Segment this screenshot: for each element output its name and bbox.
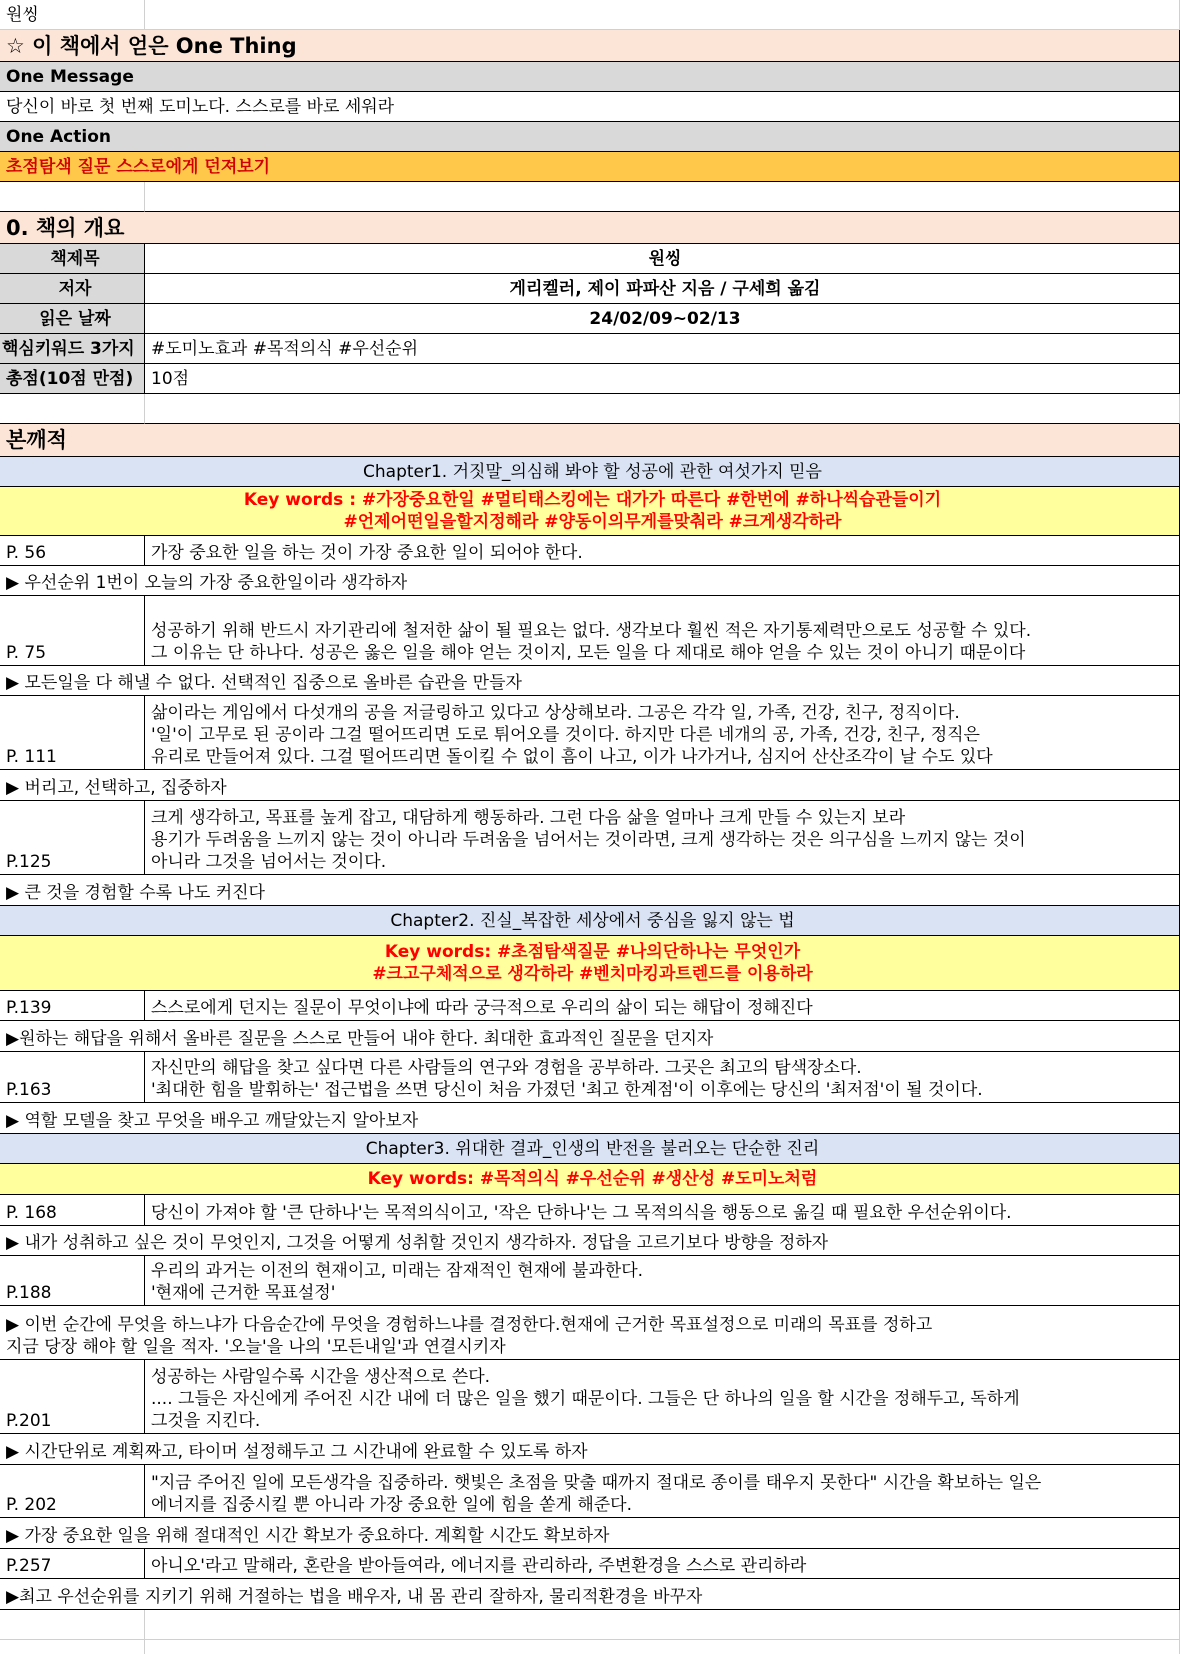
- quote-text[interactable]: 아니오'라고 말해라, 혼란을 받아들여라, 에너지를 관리하라, 주변환경을 스스로 관리하라: [145, 1549, 1180, 1579]
- quote-text[interactable]: 크게 생각하고, 목표를 높게 잡고, 대담하게 행동하라. 그런 다음 삶을 얼마나 크게 만들 수 있는지 보라 용기가 두려움을 느끼지 않는 것이 아니라 두려움을 넘어서는 것이라면, 크게 생각하는 것은 의구심을 느끼지 않는 것이 아니라 그것을 넘어서는 것이다.: [145, 801, 1180, 875]
- page-number[interactable]: P.139: [0, 991, 145, 1021]
- note-text[interactable]: ▶ 버리고, 선택하고, 집중하자: [0, 770, 1180, 801]
- overview-heading-row: [0, 212, 1180, 244]
- one-action-label[interactable]: One Action: [0, 122, 1180, 152]
- empty-row: [0, 1610, 1180, 1640]
- note-row: [0, 1021, 1180, 1052]
- overview-label[interactable]: 책제목: [0, 244, 145, 274]
- note-row: [0, 1226, 1180, 1256]
- overview-row-title: [0, 244, 1180, 274]
- note-row: [0, 666, 1180, 696]
- chapter-title[interactable]: Chapter2. 진실_복잡한 세상에서 중심을 잃지 않는 법: [0, 906, 1180, 936]
- one-action-label-row: [0, 122, 1180, 152]
- chapter-keywords[interactable]: Key words: #초점탐색질문 #나의단하나는 무엇인가 #크고구체적으로 생각하라 #벤치마킹과트렌드를 이용하라: [0, 936, 1180, 991]
- note-row: [0, 1518, 1180, 1549]
- quote-text[interactable]: 당신이 가져야 할 '큰 단하나'는 목적의식이고, '작은 단하나'는 그 목적의식을 행동으로 옮길 때 필요한 우선순위이다.: [145, 1195, 1180, 1226]
- overview-value[interactable]: #도미노효과 #목적의식 #우선순위: [145, 334, 1180, 364]
- page-number[interactable]: P.257: [0, 1549, 145, 1579]
- keywords-row: [0, 936, 1180, 991]
- page-number[interactable]: P. 111: [0, 696, 145, 770]
- empty-cell[interactable]: [0, 1640, 145, 1654]
- empty-cell[interactable]: [145, 1640, 1180, 1654]
- chapter-row: [0, 457, 1180, 487]
- note-text[interactable]: ▶ 모든일을 다 해낼 수 없다. 선택적인 집중으로 올바른 습관을 만들자: [0, 666, 1180, 696]
- quote-text[interactable]: 가장 중요한 일을 하는 것이 가장 중요한 일이 되어야 한다.: [145, 536, 1180, 566]
- quote-row: [0, 1052, 1180, 1103]
- note-text[interactable]: ▶ 가장 중요한 일을 위해 절대적인 시간 확보가 중요하다. 계획할 시간도 확보하자: [0, 1518, 1180, 1549]
- page-number[interactable]: P.163: [0, 1052, 145, 1103]
- quote-row: [0, 1195, 1180, 1226]
- chapter-title[interactable]: Chapter3. 위대한 결과_인생의 반전을 불러오는 단순한 진리: [0, 1134, 1180, 1164]
- quote-text[interactable]: 성공하기 위해 반드시 자기관리에 철저한 삶이 될 필요는 없다. 생각보다 훨씬 적은 자기통제력만으로도 성공할 수 있다. 그 이유는 단 하나다. 성공은 옳은 일을 해야 얻는 것이지, 모든 일을 다 제대로 해야 얻을 수 있는 것이 아니기 때문이다: [145, 596, 1180, 666]
- quote-row: [0, 801, 1180, 875]
- section-overview-heading[interactable]: 0. 책의 개요: [0, 212, 1180, 244]
- note-text[interactable]: ▶ 내가 성취하고 싶은 것이 무엇인지, 그것을 어떻게 성취할 것인지 생각하자. 정답을 고르기보다 방향을 정하자: [0, 1226, 1180, 1256]
- note-text[interactable]: ▶최고 우선순위를 지키기 위해 거절하는 법을 배우자, 내 몸 관리 잘하자, 물리적환경을 바꾸자: [0, 1579, 1180, 1610]
- note-row: [0, 1103, 1180, 1134]
- quote-row: [0, 596, 1180, 666]
- page-number[interactable]: P. 168: [0, 1195, 145, 1226]
- section-one-thing-heading[interactable]: ☆ 이 책에서 얻은 One Thing: [0, 30, 1180, 62]
- keywords-row: [0, 1164, 1180, 1195]
- quote-row: [0, 1256, 1180, 1306]
- one-message-label-row: [0, 62, 1180, 92]
- note-row: [0, 1306, 1180, 1360]
- empty-cell[interactable]: [145, 182, 1180, 212]
- page-number[interactable]: P. 202: [0, 1465, 145, 1518]
- empty-row: [0, 182, 1180, 212]
- one-message-row: [0, 92, 1180, 122]
- empty-cell[interactable]: [0, 394, 145, 424]
- chapter-keywords[interactable]: Key words: #목적의식 #우선순위 #생산성 #도미노처럼: [0, 1164, 1180, 1195]
- overview-row-author: [0, 274, 1180, 304]
- quote-row: [0, 1465, 1180, 1518]
- overview-label[interactable]: 저자: [0, 274, 145, 304]
- overview-value[interactable]: 원씽: [145, 244, 1180, 274]
- page-number[interactable]: P.201: [0, 1360, 145, 1434]
- note-row: [0, 875, 1180, 906]
- note-text[interactable]: ▶ 우선순위 1번이 오늘의 가장 중요한일이라 생각하자: [0, 566, 1180, 596]
- page-number[interactable]: P.125: [0, 801, 145, 875]
- quote-text[interactable]: 성공하는 사람일수록 시간을 생산적으로 쓴다. .... 그들은 자신에게 주어진 시간 내에 더 많은 일을 했기 때문이다. 그들은 단 하나의 일을 할 시간을 정해두고, 독하게 그것을 지킨다.: [145, 1360, 1180, 1434]
- quote-text[interactable]: 자신만의 해답을 찾고 싶다면 다른 사람들의 연구와 경험을 공부하라. 그곳은 최고의 탐색장소다. '최대한 힘을 발휘하는' 접근법을 쓰면 당신이 처음 가졌던 '최고 한계점'이 이후에는 당신의 '최저점'이 될 것이다.: [145, 1052, 1180, 1103]
- note-row: [0, 566, 1180, 596]
- empty-cell[interactable]: [145, 1610, 1180, 1640]
- one-action-text[interactable]: 초점탐색 질문 스스로에게 던져보기: [0, 152, 1180, 182]
- overview-row-score: [0, 364, 1180, 394]
- overview-label[interactable]: 읽은 날짜: [0, 304, 145, 334]
- quote-text[interactable]: 삶이라는 게임에서 다섯개의 공을 저글링하고 있다고 상상해보라. 그공은 각각 일, 가족, 건강, 친구, 정직이다. '일'이 고무로 된 공이라 그걸 떨어뜨리면 도로 튀어오를 것이다. 하지만 다른 네개의 공, 가족, 건강, 친구, 정직은 유리로 만들어져 있다. 그걸 떨어뜨리면 돌이킬 수 없이 흠이 나고, 이가 나가거나, 심지어 산산조각이 날 수도 있다: [145, 696, 1180, 770]
- note-text[interactable]: ▶원하는 해답을 위해서 올바른 질문을 스스로 만들어 내야 한다. 최대한 효과적인 질문을 던지자: [0, 1021, 1180, 1052]
- one-message-text[interactable]: 당신이 바로 첫 번째 도미노다. 스스로를 바로 세워라: [0, 92, 1180, 122]
- overview-value[interactable]: 24/02/09~02/13: [145, 304, 1180, 334]
- chapter-row: [0, 1134, 1180, 1164]
- note-text[interactable]: ▶ 이번 순간에 무엇을 하느냐가 다음순간에 무엇을 경험하느냐를 결정한다.현재에 근거한 목표설정으로 미래의 목표를 정하고 지금 당장 해야 할 일을 적자. '오늘'을 나의 '모든내일'과 연결시키자: [0, 1306, 1180, 1360]
- quote-row: [0, 1360, 1180, 1434]
- overview-label[interactable]: 핵심키워드 3가지: [0, 334, 145, 364]
- page-number[interactable]: P. 56: [0, 536, 145, 566]
- quote-row: [0, 1549, 1180, 1579]
- empty-cell[interactable]: [145, 394, 1180, 424]
- keywords-row: [0, 487, 1180, 536]
- title-cell[interactable]: 원씽: [0, 0, 145, 30]
- chapter-keywords[interactable]: Key words : #가장중요한일 #멀티태스킹에는 대가가 따른다 #한번에 #하나씩습관들이기 #언제어떤일을할지정해라 #양동이의무게를맞춰라 #크게생각하라: [0, 487, 1180, 536]
- one-action-row: [0, 152, 1180, 182]
- quote-text[interactable]: 우리의 과거는 이전의 현재이고, 미래는 잠재적인 현재에 불과한다. '현재에 근거한 목표설정': [145, 1256, 1180, 1306]
- note-text[interactable]: ▶ 시간단위로 계획짜고, 타이머 설정해두고 그 시간내에 완료할 수 있도록 하자: [0, 1434, 1180, 1465]
- page-number[interactable]: P.188: [0, 1256, 145, 1306]
- overview-label[interactable]: 총점(10점 만점): [0, 364, 145, 394]
- page-number[interactable]: P. 75: [0, 596, 145, 666]
- overview-row-date: [0, 304, 1180, 334]
- empty-cell[interactable]: [0, 1610, 145, 1640]
- overview-row-keywords: [0, 334, 1180, 364]
- note-text[interactable]: ▶ 역할 모델을 찾고 무엇을 배우고 깨달았는지 알아보자: [0, 1103, 1180, 1134]
- quote-row: [0, 536, 1180, 566]
- body-heading-row: [0, 424, 1180, 457]
- quote-row: [0, 696, 1180, 770]
- empty-cell[interactable]: [145, 0, 1180, 30]
- quote-text[interactable]: "지금 주어진 일에 모든생각을 집중하라. 햇빛은 초점을 맞출 때까지 절대로 종이를 태우지 못한다" 시간을 확보하는 일은 에너지를 집중시킬 뿐 아니라 가장 중요한 일에 힘을 쏟게 해준다.: [145, 1465, 1180, 1518]
- empty-row: [0, 1640, 1180, 1654]
- quote-text[interactable]: 스스로에게 던지는 질문이 무엇이냐에 따라 궁극적으로 우리의 삶이 되는 해답이 정해진다: [145, 991, 1180, 1021]
- one-message-label[interactable]: One Message: [0, 62, 1180, 92]
- chapter-title[interactable]: Chapter1. 거짓말_의심해 봐야 할 성공에 관한 여섯가지 믿음: [0, 457, 1180, 487]
- section-body-heading[interactable]: 본깨적: [0, 424, 1180, 457]
- note-row: [0, 770, 1180, 801]
- empty-row: [0, 394, 1180, 424]
- note-text[interactable]: ▶ 큰 것을 경험할 수록 나도 커진다: [0, 875, 1180, 906]
- note-row: [0, 1579, 1180, 1610]
- overview-value[interactable]: 10점: [145, 364, 1180, 394]
- quote-row: [0, 991, 1180, 1021]
- overview-value[interactable]: 게리켈러, 제이 파파산 지음 / 구세희 옮김: [145, 274, 1180, 304]
- note-row: [0, 1434, 1180, 1465]
- one-thing-row: [0, 30, 1180, 62]
- empty-cell[interactable]: [0, 182, 145, 212]
- chapter-row: [0, 906, 1180, 936]
- title-row: [0, 0, 1180, 30]
